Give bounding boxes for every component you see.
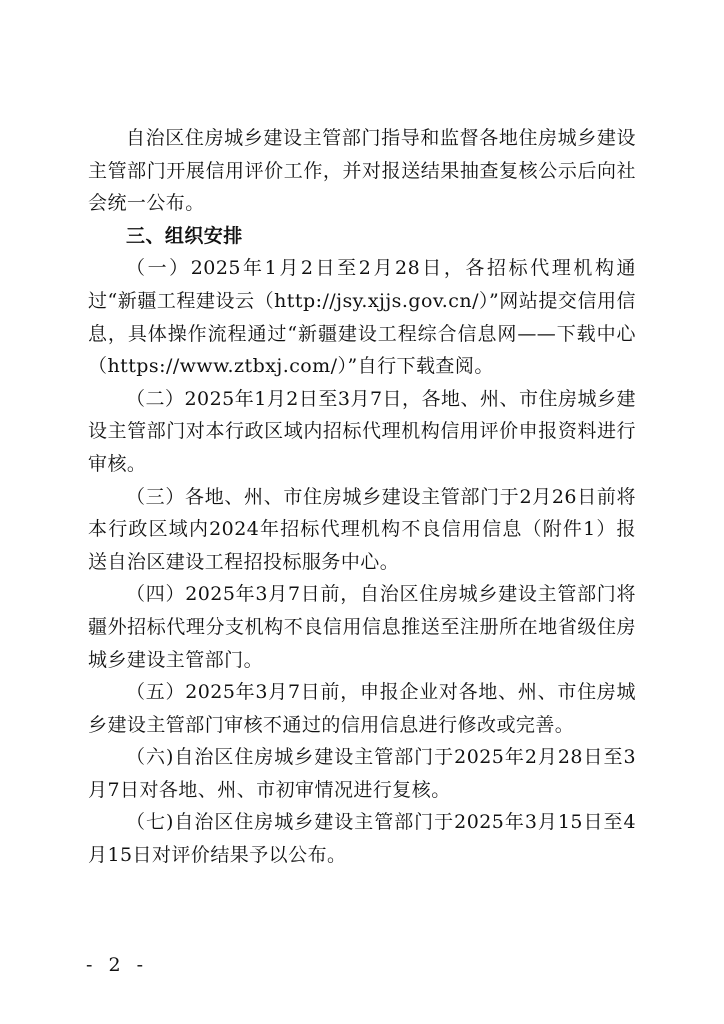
list-item-6: （六)自治区住房城乡建设主管部门于2025年2月28日至3月7日对各地、州、市初审情况进行复核。 (88, 746, 636, 801)
list-item-2: （二）2025年1月2日至3月7日，各地、州、市住房城乡建设主管部门对本行政区域内招标代理机构信用评价申报资料进行审核。 (88, 387, 636, 475)
list-item-7: （七)自治区住房城乡建设主管部门于2025年3月15日至4月15日对评价结果予以公布。 (88, 811, 636, 867)
page-number: - 2 - (86, 954, 149, 976)
list-item-5: （五）2025年3月7日前，申报企业对各地、州、市住房城乡建设主管部门审核不通过的信用信息进行修改或完善。 (88, 681, 636, 736)
list-item-4: （四）2025年3月7日前，自治区住房城乡建设主管部门将疆外招标代理分支机构不良信用信息推送至注册所在地省级住房城乡建设主管部门。 (88, 583, 636, 671)
list-item-1: （一）2025年1月2日至2月28日，各招标代理机构通过“新疆工程建设云（http://jsy.xjjs.gov.cn/）”网站提交信用信息，具体操作流程通过“新疆建设工程综合信息网——下载中心（https://www.ztbxj.com/）”自行下载查阅。 (88, 257, 636, 378)
document-body (88, 122, 636, 872)
list-item-3: （三）各地、州、市住房城乡建设主管部门于2月26日前将本行政区域内2024年招标代理机构不良信用信息（附件1）报送自治区建设工程招投标服务中心。 (88, 485, 636, 573)
intro-paragraph: 自治区住房城乡建设主管部门指导和监督各地住房城乡建设主管部门开展信用评价工作，并对报送结果抽查复核公示后向社会统一公布。 (88, 127, 636, 215)
section-heading: 三、组织安排 (126, 224, 243, 247)
